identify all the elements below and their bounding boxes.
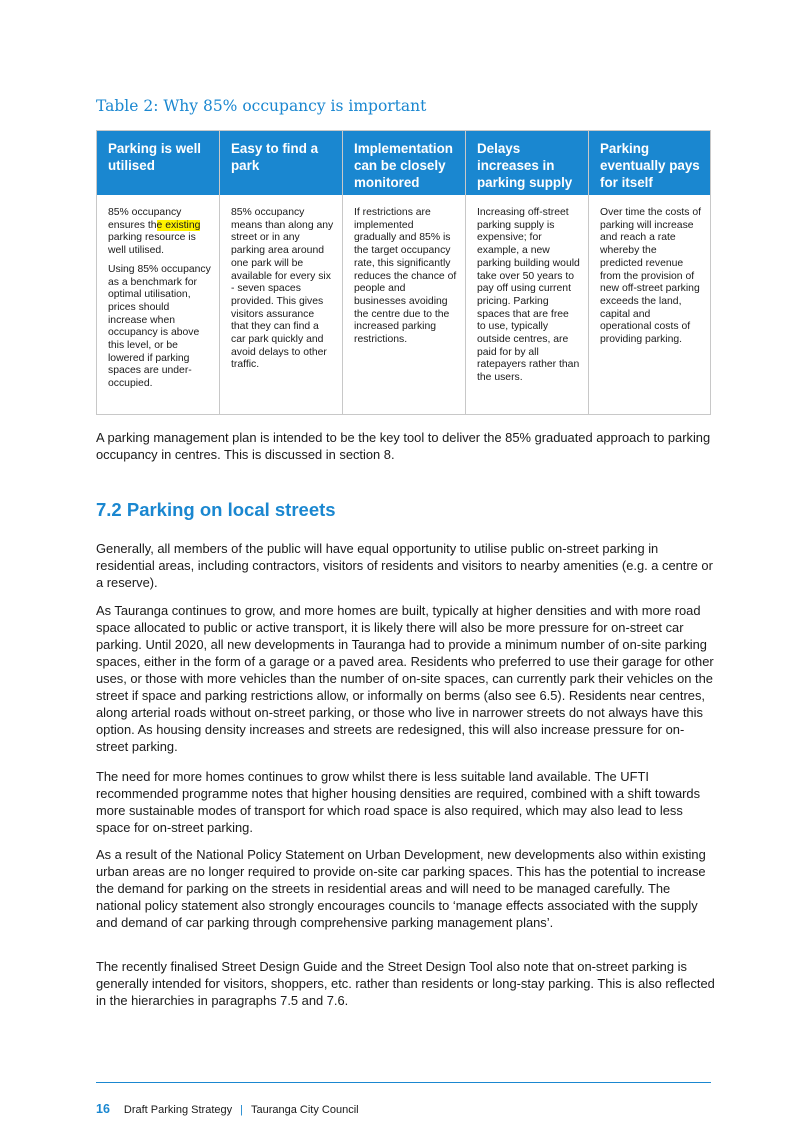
table-column bbox=[97, 131, 220, 414]
page-footer bbox=[96, 1102, 359, 1116]
table-header-cell: Parking eventually pays for itself bbox=[589, 131, 710, 195]
document-title: Draft Parking Strategy bbox=[123, 1104, 233, 1116]
section-heading: 7.2 Parking on local streets bbox=[96, 499, 336, 520]
cell-paragraph: If restrictions are implemented gradually and 85% is the target occupancy rate, this significantly reduces the chance of people and businesses avoiding the centre due to the increased parking restrictions. bbox=[354, 207, 457, 346]
highlighted-text: e existing bbox=[156, 219, 201, 231]
table-column bbox=[343, 131, 466, 414]
table-body-cell bbox=[589, 195, 710, 347]
occupancy-table bbox=[96, 130, 711, 415]
cell-paragraph: Increasing off-street parking supply is expensive; for example, a new parking building would take over 50 years to pay off using current pricing. Parking spaces that are free to use, typically outside centres, are paid for by all ratepayers rather than the users. bbox=[477, 207, 580, 384]
table-header-cell: Easy to find a park bbox=[220, 131, 342, 195]
table-body-cell bbox=[343, 195, 465, 347]
table-column bbox=[220, 131, 343, 414]
table-column bbox=[466, 131, 589, 414]
body-paragraph: A parking management plan is intended to be the key tool to deliver the 85% graduated approach to parking occupancy in centres. This is discussed in section 8. bbox=[96, 430, 711, 462]
table-header-cell: Delays increases in parking supply bbox=[466, 131, 588, 195]
table-header-cell: Implementation can be closely monitored bbox=[343, 131, 465, 195]
cell-paragraph: 85% occupancy ensures the existing parking resource is well utilised. bbox=[108, 207, 201, 257]
body-paragraph: As a result of the National Policy Statement on Urban Development, new developments also within existing urban areas are no longer required to provide on-site car parking spaces. This has the potential to increase the demand for parking on the streets in residential areas and will need to be managed carefully. The national policy statement also strongly encourages councils to ‘manage effects associated with the supply and demand of car parking through comprehensive parking management plans’. bbox=[96, 847, 706, 930]
table-body-cell bbox=[97, 195, 219, 391]
body-paragraph: As Tauranga continues to grow, and more homes are built, typically at higher densities and with more road space allocated to public or active transport, it is likely there will also be more pressure for on-street car parking. Until 2020, all new developments in Tauranga had to provide a minimum number of on-site parking spaces, either in the form of a garage or a paved area. Residents who preferred to use their garage for other uses, or those with more vehicles than the number of on-site spaces, can currently park their vehicles on the street if space and parking restrictions allow, or informally on berms (also see 6.5). Residents near centres, along arterial roads without on-street parking, or those who live in narrower streets do not always have this option. As housing density increases and streets are redesigned, this will also increase pressure for on-street parking. bbox=[96, 603, 714, 754]
page-number: 16 bbox=[96, 1102, 110, 1116]
table-caption: Table 2: Why 85% occupancy is important bbox=[96, 97, 427, 115]
body-paragraph: The need for more homes continues to grow whilst there is less suitable land available. The UFTI recommended programme notes that higher housing densities are required, combined with a shift towards more sustainable modes of transport for which road space is also required, which may also lead to less space for on-street parking. bbox=[96, 769, 701, 835]
footer-divider bbox=[96, 1082, 711, 1083]
cell-paragraph: Using 85% occupancy as a benchmark for optimal utilisation, prices should increase when occupancy is above this level, or be lowered if parking spaces are under-occupied. bbox=[108, 263, 211, 390]
cell-paragraph: 85% occupancy means than along any street or in any parking area around one park will be available for every six - seven spaces provided. This gives visitors assurance that they can find a car park quickly and avoid delays to other traffic. bbox=[231, 207, 334, 371]
cell-paragraph: Over time the costs of parking will increase and reach a rate whereby the predicted revenue from the provision of new off-street parking exceeds the land, capital and operational costs of providing parking. bbox=[600, 207, 702, 346]
table-body-cell bbox=[220, 195, 342, 372]
organisation-name: Tauranga City Council bbox=[250, 1104, 359, 1116]
table-body-cell bbox=[466, 195, 588, 385]
table-column bbox=[589, 131, 710, 414]
body-paragraph: The recently finalised Street Design Guide and the Street Design Tool also note that on-street parking is generally intended for visitors, shoppers, etc. rather than residents or long-stay parking. This is also reflected in the hierarchies in paragraphs 7.5 and 7.6. bbox=[96, 959, 715, 1008]
body-paragraph: Generally, all members of the public will have equal opportunity to utilise public on-street parking in residential areas, including contractors, visitors of residents and visitors to nearby amenities (e.g. a centre or a reserve). bbox=[96, 541, 713, 590]
footer-separator: | bbox=[240, 1104, 243, 1116]
table-header-cell: Parking is well utilised bbox=[97, 131, 219, 195]
